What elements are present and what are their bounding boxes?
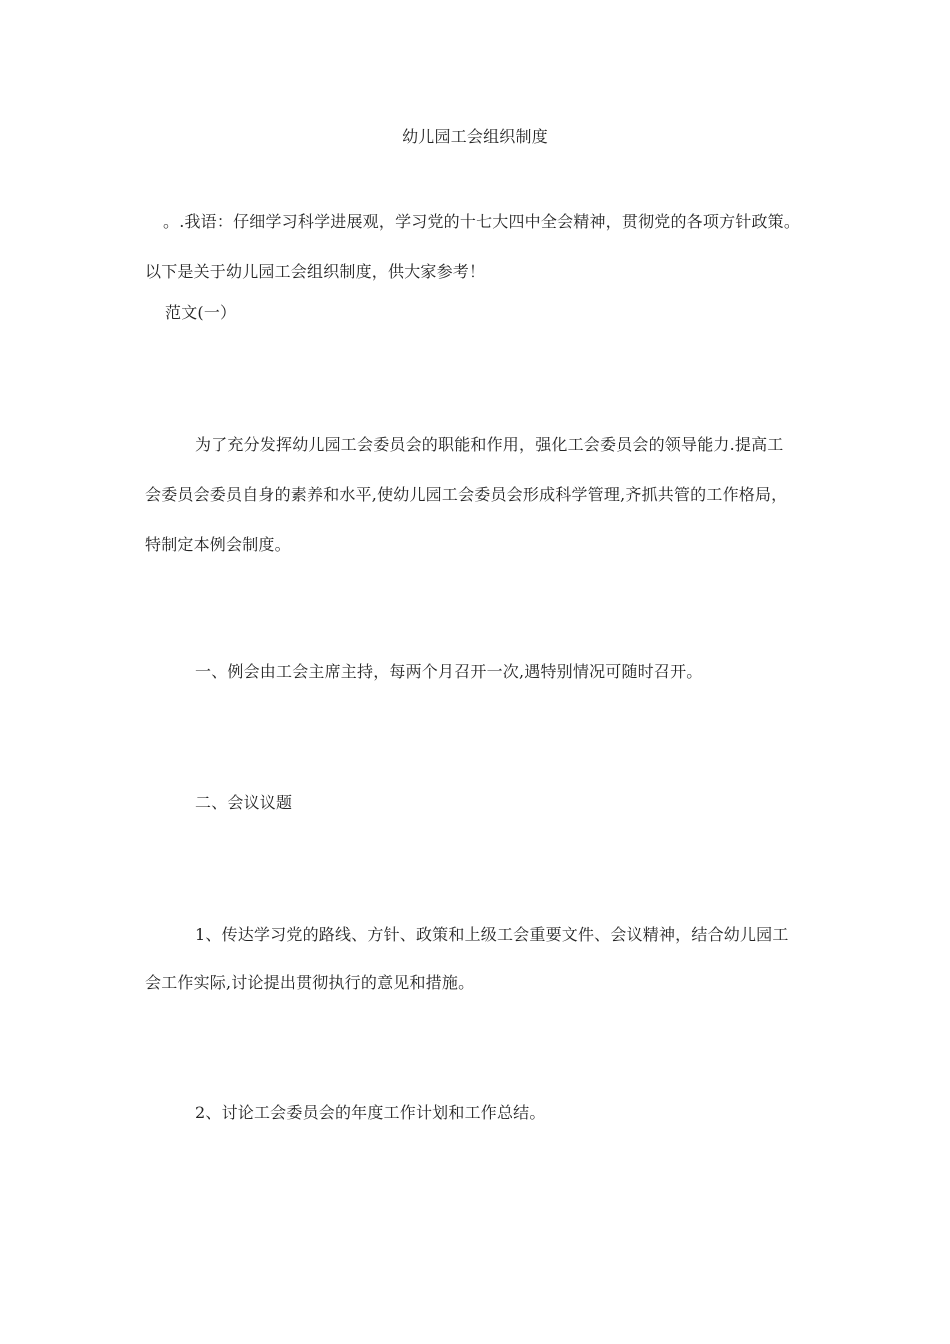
item-1: 一、例会由工会主席主持，每两个月召开一次,遇特别情况可随时召开。 [195, 662, 703, 681]
intro-line-2: 以下是关于幼儿园工会组织制度，供大家参考！ [145, 262, 486, 281]
intro-line-1: 。.我语：仔细学习科学进展观，学习党的十七大四中全会精神，贯彻党的各项方针政策。 [163, 212, 801, 231]
section-label: 范文(一） [165, 303, 237, 322]
paragraph-1-line-2: 会委员会委员自身的素养和水平,使幼儿园工会委员会形成科学管理,齐抓共管的工作格局， [145, 485, 788, 504]
sub-item-1-line-2: 会工作实际,讨论提出贯彻执行的意见和措施。 [145, 973, 475, 992]
sub-item-2: 2、讨论工会委员会的年度工作计划和工作总结。 [195, 1103, 546, 1122]
paragraph-1-line-3: 特制定本例会制度。 [145, 535, 291, 554]
paragraph-1-line-1: 为了充分发挥幼儿园工会委员会的职能和作用，强化工会委员会的领导能力.提高工 [195, 435, 784, 454]
document-title: 幼儿园工会组织制度 [402, 127, 548, 146]
sub-item-1-line-1: 1、传达学习党的路线、方针、政策和上级工会重要文件、会议精神，结合幼儿园工 [195, 925, 789, 944]
item-2-heading: 二、会议议题 [195, 793, 293, 812]
